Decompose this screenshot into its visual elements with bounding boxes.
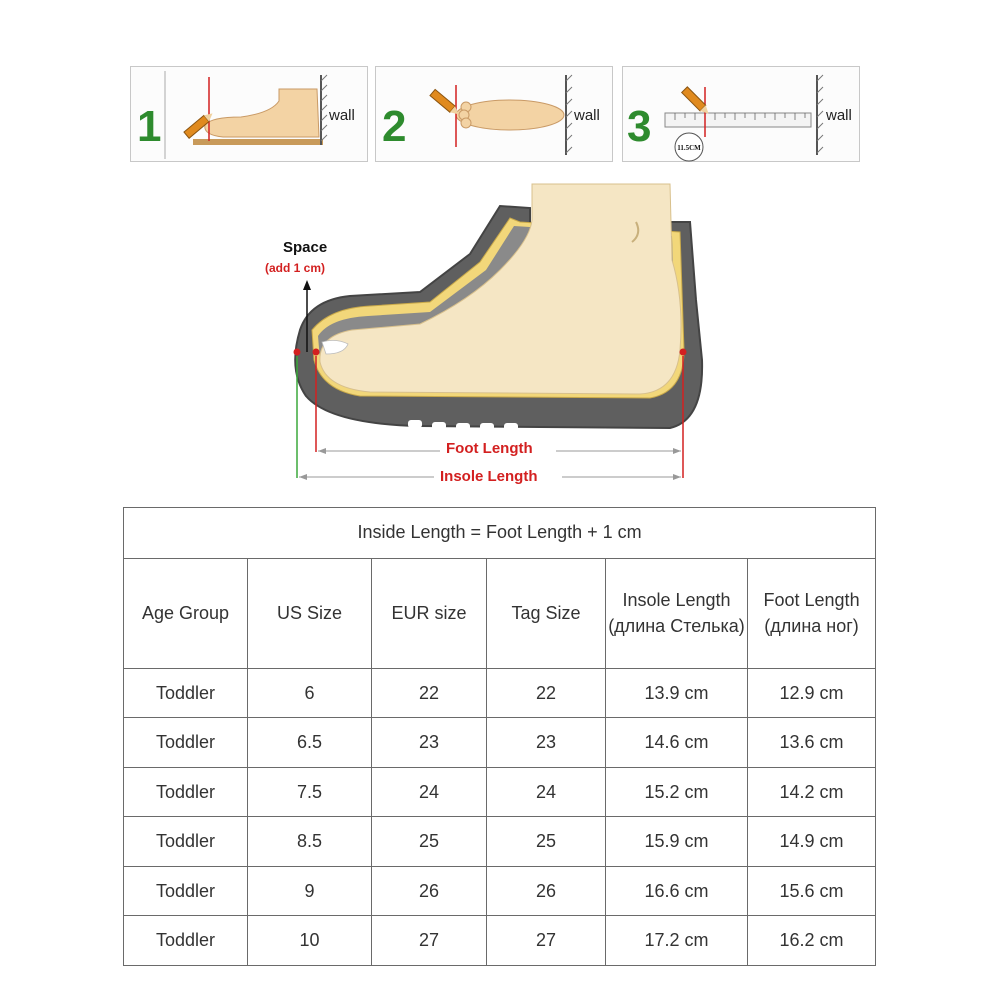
cell-age: Toddler [124, 916, 248, 966]
header-insole-length [606, 558, 748, 668]
cell-foot-length: 16.2 cm [748, 916, 876, 966]
space-note: (add 1 cm) [265, 261, 326, 275]
cell-age: Toddler [124, 668, 248, 718]
insole-length-label: Insole Length [440, 468, 538, 485]
header-eur-size: EUR size [372, 558, 487, 668]
step-1-number: 1 [137, 102, 162, 151]
step-1-panel [130, 66, 368, 162]
cell-eur-size: 27 [372, 916, 487, 966]
cell-tag-size: 25 [487, 817, 606, 867]
table-row [124, 866, 876, 916]
header-us-size: US Size [248, 558, 372, 668]
cell-foot-length: 15.6 cm [748, 866, 876, 916]
cell-foot-length: 12.9 cm [748, 668, 876, 718]
cell-age: Toddler [124, 866, 248, 916]
header-age-group: Age Group [124, 558, 248, 668]
cell-tag-size: 26 [487, 866, 606, 916]
header-foot-length [748, 558, 876, 668]
cell-tag-size: 27 [487, 916, 606, 966]
cell-insole-length: 15.2 cm [606, 767, 748, 817]
step-3-panel [622, 66, 860, 162]
step-2-number: 2 [382, 102, 407, 151]
cell-insole-length: 17.2 cm [606, 916, 748, 966]
cell-foot-length: 13.6 cm [748, 718, 876, 768]
cell-eur-size: 25 [372, 817, 487, 867]
header-foot-length-en: Foot Length [763, 590, 860, 611]
cell-foot-length: 14.2 cm [748, 767, 876, 817]
table-row [124, 916, 876, 966]
table-row [124, 718, 876, 768]
size-chart-table [123, 507, 876, 966]
table-row [124, 767, 876, 817]
cell-us-size: 10 [248, 916, 372, 966]
header-tag-size: Tag Size [487, 558, 606, 668]
cell-insole-length: 13.9 cm [606, 668, 748, 718]
cell-foot-length: 14.9 cm [748, 817, 876, 867]
step-2-wall-label: wall [574, 107, 600, 124]
cell-insole-length: 16.6 cm [606, 866, 748, 916]
cell-us-size: 6 [248, 668, 372, 718]
ruler-reading: 11.5CM [677, 144, 701, 152]
table-caption: Inside Length = Foot Length + 1 cm [124, 508, 876, 559]
table-caption-row [124, 508, 876, 559]
table-row [124, 817, 876, 867]
cell-tag-size: 22 [487, 668, 606, 718]
cell-eur-size: 26 [372, 866, 487, 916]
step-3-number: 3 [627, 102, 652, 151]
space-label: Space [283, 239, 328, 256]
cell-us-size: 8.5 [248, 817, 372, 867]
header-foot-length-ru: (длина ног) [764, 616, 859, 637]
header-insole-length-ru: (длина Стелька) [608, 616, 745, 637]
cell-us-size: 6.5 [248, 718, 372, 768]
cell-tag-size: 23 [487, 718, 606, 768]
foot-length-label: Foot Length [446, 440, 533, 457]
cell-us-size: 7.5 [248, 767, 372, 817]
cell-age: Toddler [124, 718, 248, 768]
cell-insole-length: 15.9 cm [606, 817, 748, 867]
table-row [124, 668, 876, 718]
step-3-wall-label: wall [826, 107, 852, 124]
table-header-row [124, 558, 876, 668]
header-insole-length-en: Insole Length [622, 590, 731, 611]
cell-us-size: 9 [248, 866, 372, 916]
cell-eur-size: 23 [372, 718, 487, 768]
step-2-panel [375, 66, 613, 162]
step-1-wall-label: wall [329, 107, 355, 124]
cell-eur-size: 22 [372, 668, 487, 718]
cell-insole-length: 14.6 cm [606, 718, 748, 768]
cell-tag-size: 24 [487, 767, 606, 817]
cell-age: Toddler [124, 767, 248, 817]
cell-eur-size: 24 [372, 767, 487, 817]
cell-age: Toddler [124, 817, 248, 867]
